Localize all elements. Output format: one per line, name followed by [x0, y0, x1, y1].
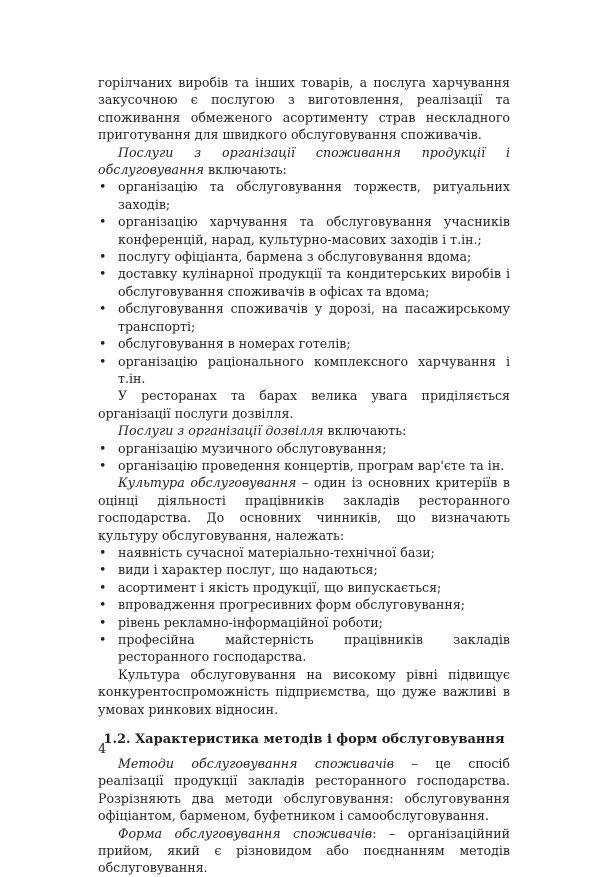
paragraph-service-culture	[98, 474, 510, 544]
list-item: • послугу офіціанта, бармена з обслуговування вдома;	[98, 248, 510, 265]
paragraph-restaurants-bars: У ресторанах та барах велика увага приділяється організації послуги дозвілля.	[98, 388, 510, 421]
list-item: • рівень рекламно-інформаційної роботи;	[98, 614, 510, 631]
paragraph-service-culture-text: – один із основних критеріїв в оцінці діяльності працівників закладів ресторанного господарства. До основних чинників, що визначають культуру обслуговування, належать:	[98, 475, 510, 543]
consumption-services-list	[98, 178, 510, 387]
paragraph-competitiveness: Культура обслуговування на високому рівні підвищує конкурентоспроможність підприємства, що дуже важливі в умовах ринкових відносин.	[98, 666, 510, 717]
term-consumption-services: Послуги з організації споживання продукції і обслуговування	[98, 144, 510, 178]
list-item: • організацію музичного обслуговування;	[98, 440, 510, 457]
list-item: • наявність сучасної матеріально-технічної бази;	[98, 544, 510, 561]
list-item: • доставку кулінарної продукції та кондитерських виробів і обслуговування споживачів в офісах та вдома;	[98, 265, 510, 300]
page-body	[98, 74, 510, 877]
list-item: • організацію харчування та обслуговування учасників конференцій, нарад, культурно-масових заходів і т.ін.;	[98, 213, 510, 248]
paragraph-service-methods-text: – це спосіб реалізації продукції закладів ресторанного господарства. Розрізняють два методи обслуговування: обслуговування офіціантом, барменом, буфетником і самообслуговування.	[98, 756, 510, 824]
term-leisure-services: Послуги з організації дозвілля	[118, 423, 324, 439]
paragraph-service-form	[98, 825, 510, 877]
paragraph-service-form-text: : – організаційний прийом, який є різновидом або поєднанням методів обслуговування.	[98, 825, 510, 876]
paragraph-intro: горілчаних виробів та інших товарів, а послуга харчування закусочною є послугою з виготовлення, реалізації та споживання обмеженого асортименту страв нескладного приготування для швидкого обслуговування споживачів.	[98, 75, 510, 143]
paragraph-consumption-services-text: включають:	[204, 162, 287, 178]
term-service-form: Форма обслуговування споживачів	[118, 825, 373, 841]
paragraph-consumption-services	[98, 144, 510, 179]
section-title: 1.2. Характеристика методів і форм обслуговування	[103, 732, 505, 748]
paragraph-leisure-services	[98, 422, 510, 439]
list-item: • види і характер послуг, що надаються;	[98, 561, 510, 578]
page-number: 4	[98, 742, 107, 757]
list-item: • організацію проведення концертів, програм вар'єте та ін.	[98, 457, 510, 474]
paragraph-leisure-services-text: включають:	[323, 423, 407, 439]
list-item: • організацію раціонального комплексного харчування і т.ін.	[98, 353, 510, 388]
paragraph-service-methods	[98, 755, 510, 825]
leisure-services-list	[98, 440, 510, 475]
list-item: • обслуговування в номерах готелів;	[98, 335, 510, 352]
term-service-culture: Культура обслуговування	[118, 475, 297, 491]
list-item: • обслуговування споживачів у дорозі, на пасажирському транспорті;	[98, 300, 510, 335]
service-culture-factors-list	[98, 544, 510, 666]
list-item: • впровадження прогресивних форм обслуговування;	[98, 596, 510, 613]
term-service-methods: Методи обслуговування споживачів	[118, 756, 395, 772]
list-item: • асортимент і якість продукції, що випускається;	[98, 579, 510, 596]
list-item: • професійна майстерність працівників закладів ресторанного господарства.	[98, 631, 510, 666]
list-item: • організацію та обслуговування торжеств, ритуальних заходів;	[98, 178, 510, 213]
